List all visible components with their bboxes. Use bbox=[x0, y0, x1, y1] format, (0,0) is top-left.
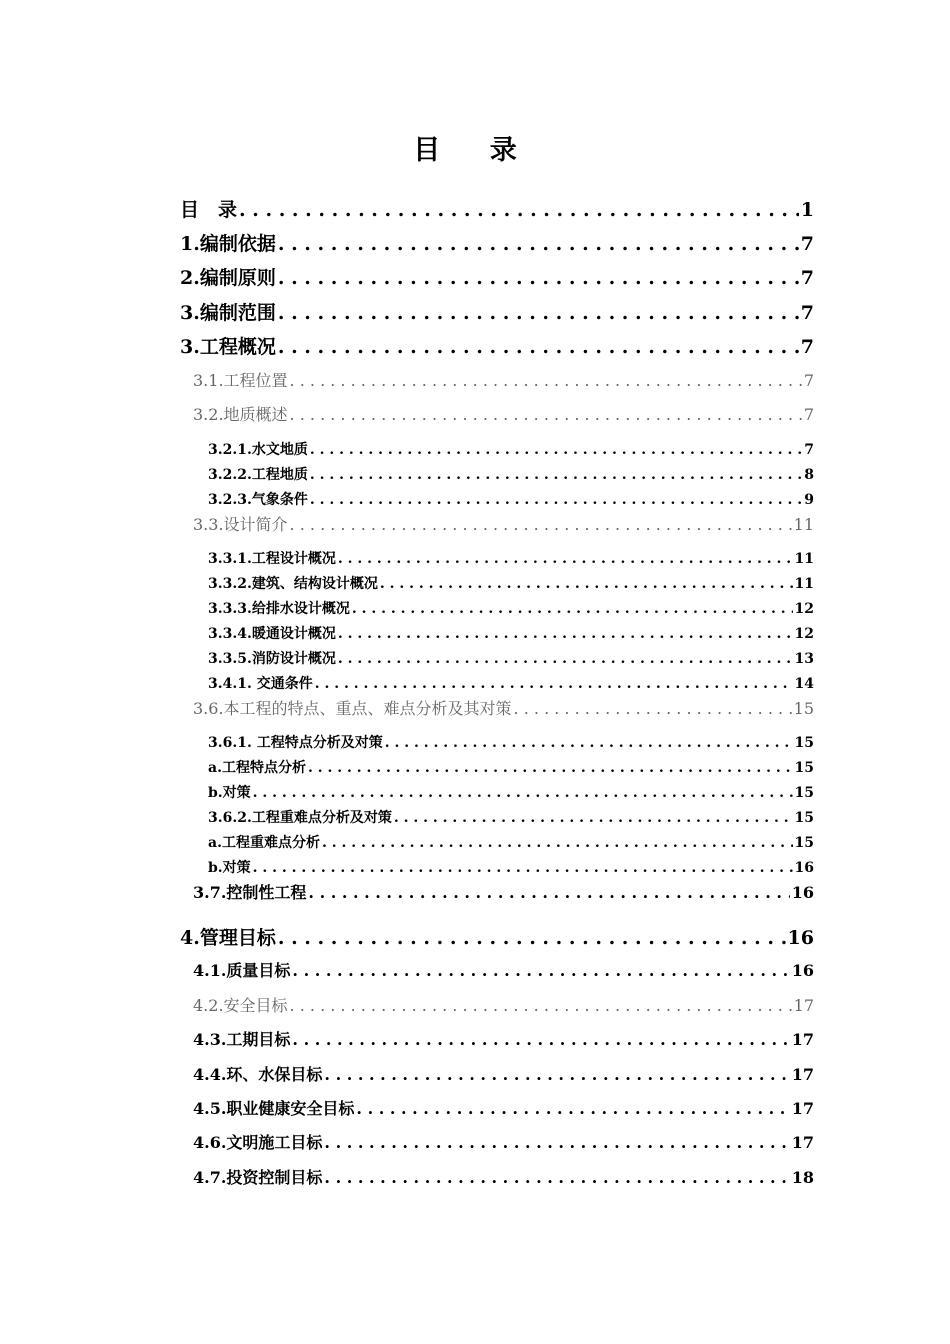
toc-page-number: 7 bbox=[803, 371, 814, 390]
toc-entry[interactable] bbox=[208, 674, 814, 694]
toc-page-number: 12 bbox=[794, 626, 814, 642]
toc-entry[interactable] bbox=[208, 649, 814, 669]
toc-entry-text: 3.2.3.气象条件 bbox=[208, 492, 308, 508]
toc-entry-text: 目 录 bbox=[180, 199, 238, 221]
toc-entry-text: 4.1.质量目标 bbox=[193, 961, 291, 980]
toc-entry-text: 3.2.1.水文地质 bbox=[208, 442, 308, 458]
toc-leader bbox=[290, 404, 802, 426]
toc-page-number: 17 bbox=[791, 1133, 814, 1152]
toc-entry-text: a.工程重难点分析 bbox=[208, 835, 320, 851]
toc-leader bbox=[290, 995, 792, 1017]
toc-entry[interactable] bbox=[193, 404, 814, 426]
toc-entry[interactable] bbox=[180, 265, 814, 291]
toc-page-number: 15 bbox=[794, 810, 814, 826]
toc-leader bbox=[356, 1098, 789, 1120]
toc-page-number: 16 bbox=[794, 860, 814, 876]
toc-leader bbox=[308, 882, 789, 904]
toc-entry-text: 3.3.2.建筑、结构设计概况 bbox=[208, 576, 378, 592]
toc-page-number: 1 bbox=[800, 199, 814, 221]
toc-entry[interactable] bbox=[193, 960, 814, 982]
toc-entry-text: 4.管理目标 bbox=[180, 927, 276, 949]
toc-page-number: 14 bbox=[794, 676, 814, 692]
toc-page-number: 8 bbox=[804, 467, 814, 483]
toc-entry-text: 4.5.职业健康安全目标 bbox=[193, 1099, 355, 1118]
toc-entry[interactable] bbox=[208, 783, 814, 803]
toc-entry[interactable] bbox=[180, 334, 814, 360]
toc-entry-text: 4.7.投资控制目标 bbox=[193, 1168, 323, 1187]
toc-entry-text: b.对策 bbox=[208, 860, 251, 876]
toc-entry[interactable] bbox=[193, 698, 814, 720]
toc-entry[interactable] bbox=[193, 370, 814, 392]
toc-entry-text: 3.3.1.工程设计概况 bbox=[208, 551, 336, 567]
toc-entry[interactable] bbox=[208, 440, 814, 460]
toc-page-number: 17 bbox=[791, 1065, 814, 1084]
toc-page-number: 7 bbox=[804, 442, 814, 458]
toc-leader bbox=[290, 370, 802, 392]
toc-entry-text: 3.6.2.工程重难点分析及对策 bbox=[208, 810, 392, 826]
toc-page-number: 11 bbox=[793, 515, 814, 534]
toc-entry-text: 4.4.环、水保目标 bbox=[193, 1065, 323, 1084]
toc-entry-text: b.对策 bbox=[208, 785, 251, 801]
toc-leader bbox=[315, 674, 793, 694]
toc-page-number: 15 bbox=[794, 835, 814, 851]
toc-page-number: 11 bbox=[794, 551, 814, 567]
toc-entry[interactable] bbox=[193, 1132, 814, 1154]
toc-entry[interactable] bbox=[180, 231, 814, 257]
toc-page-number: 17 bbox=[793, 996, 814, 1015]
toc-leader bbox=[338, 649, 793, 669]
toc-entry[interactable] bbox=[208, 758, 814, 778]
toc-entry-text: 3.6.1. 工程特点分析及对策 bbox=[208, 735, 383, 751]
toc-entry-text: 3.1.工程位置 bbox=[193, 371, 288, 390]
toc-entry-text: 3.3.5.消防设计概况 bbox=[208, 651, 336, 667]
toc-leader bbox=[253, 858, 793, 878]
toc-entry-text: 3.2.2.工程地质 bbox=[208, 467, 308, 483]
toc-entry[interactable] bbox=[208, 624, 814, 644]
toc-leader bbox=[324, 1064, 789, 1086]
toc-page-number: 15 bbox=[794, 735, 814, 751]
toc-page-number: 7 bbox=[800, 267, 814, 289]
toc-entry[interactable] bbox=[193, 514, 814, 536]
toc-entry[interactable] bbox=[208, 599, 814, 619]
toc-entry[interactable] bbox=[193, 1167, 814, 1189]
toc-leader bbox=[514, 698, 792, 720]
toc-leader bbox=[324, 1167, 789, 1189]
toc-leader bbox=[338, 624, 793, 644]
toc-entry[interactable] bbox=[208, 465, 814, 485]
toc-entry[interactable] bbox=[180, 300, 814, 326]
toc-page-number: 7 bbox=[800, 233, 814, 255]
toc-page-number: 11 bbox=[794, 576, 814, 592]
toc-page-number: 15 bbox=[794, 760, 814, 776]
toc-leader bbox=[385, 733, 793, 753]
toc-page-number: 15 bbox=[793, 699, 814, 718]
page-title: 目 录 bbox=[413, 135, 537, 166]
toc-leader bbox=[278, 334, 799, 360]
toc-entry[interactable] bbox=[208, 490, 814, 510]
toc-entry[interactable] bbox=[193, 995, 814, 1017]
toc-leader bbox=[278, 265, 799, 291]
toc-page-number: 12 bbox=[794, 601, 814, 617]
toc-entry-text: 4.3.工期目标 bbox=[193, 1030, 291, 1049]
toc-leader bbox=[239, 197, 799, 223]
toc-entry[interactable] bbox=[208, 549, 814, 569]
toc-leader bbox=[310, 465, 802, 485]
toc-page-number: 7 bbox=[800, 302, 814, 324]
toc-leader bbox=[292, 960, 789, 982]
toc-leader bbox=[310, 490, 802, 510]
toc-entry-text: 3.2.地质概述 bbox=[193, 405, 288, 424]
toc-entry-text: 3.7.控制性工程 bbox=[193, 883, 307, 902]
toc-entry[interactable] bbox=[208, 808, 814, 828]
toc-entry[interactable] bbox=[180, 197, 814, 223]
toc-leader bbox=[394, 808, 793, 828]
toc-entry-text: 1.编制依据 bbox=[180, 233, 276, 255]
toc-leader bbox=[278, 231, 799, 257]
toc-page-number: 13 bbox=[794, 651, 814, 667]
toc-leader bbox=[324, 1132, 789, 1154]
toc-entry[interactable] bbox=[208, 733, 814, 753]
toc-page-number: 16 bbox=[791, 883, 814, 902]
toc-entry[interactable] bbox=[193, 882, 814, 904]
toc-entry-text: 3.6.本工程的特点、重点、难点分析及其对策 bbox=[193, 699, 512, 718]
toc-entry-text: 2.编制原则 bbox=[180, 267, 276, 289]
toc-leader bbox=[322, 833, 793, 853]
toc-entry[interactable] bbox=[193, 1064, 814, 1086]
toc-entry[interactable] bbox=[180, 925, 814, 951]
toc-entry-text: 4.6.文明施工目标 bbox=[193, 1133, 323, 1152]
toc-leader bbox=[278, 925, 786, 951]
toc-entry-text: a.工程特点分析 bbox=[208, 760, 306, 776]
toc-entry-text: 3.工程概况 bbox=[180, 336, 276, 358]
toc-leader bbox=[380, 574, 793, 594]
toc-page-number: 7 bbox=[800, 336, 814, 358]
toc-entry-text: 3.3.设计简介 bbox=[193, 515, 288, 534]
toc-page-number: 17 bbox=[791, 1099, 814, 1118]
toc-entry-text: 4.2.安全目标 bbox=[193, 996, 288, 1015]
toc-entry-text: 3.编制范围 bbox=[180, 302, 276, 324]
toc-leader bbox=[290, 514, 792, 536]
toc-entry-text: 3.3.3.给排水设计概况 bbox=[208, 601, 350, 617]
toc-leader bbox=[338, 549, 793, 569]
toc-page-number: 7 bbox=[803, 405, 814, 424]
toc-leader bbox=[292, 1029, 789, 1051]
toc-page-number: 17 bbox=[791, 1030, 814, 1049]
toc-page-number: 16 bbox=[791, 961, 814, 980]
toc-leader bbox=[308, 758, 793, 778]
toc-entry[interactable] bbox=[208, 574, 814, 594]
toc-leader bbox=[310, 440, 802, 460]
toc-leader bbox=[278, 300, 799, 326]
toc-page-number: 18 bbox=[791, 1168, 814, 1187]
toc-entry[interactable] bbox=[208, 858, 814, 878]
toc-page-number: 9 bbox=[804, 492, 814, 508]
toc-entry[interactable] bbox=[193, 1029, 814, 1051]
toc-entry[interactable] bbox=[208, 833, 814, 853]
toc-leader bbox=[253, 783, 793, 803]
toc-entry[interactable] bbox=[193, 1098, 814, 1120]
toc-entry-text: 3.3.4.暖通设计概况 bbox=[208, 626, 336, 642]
toc-entry-text: 3.4.1. 交通条件 bbox=[208, 676, 313, 692]
toc-page-number: 15 bbox=[794, 785, 814, 801]
toc-page-number: 16 bbox=[787, 927, 814, 949]
toc-leader bbox=[352, 599, 793, 619]
